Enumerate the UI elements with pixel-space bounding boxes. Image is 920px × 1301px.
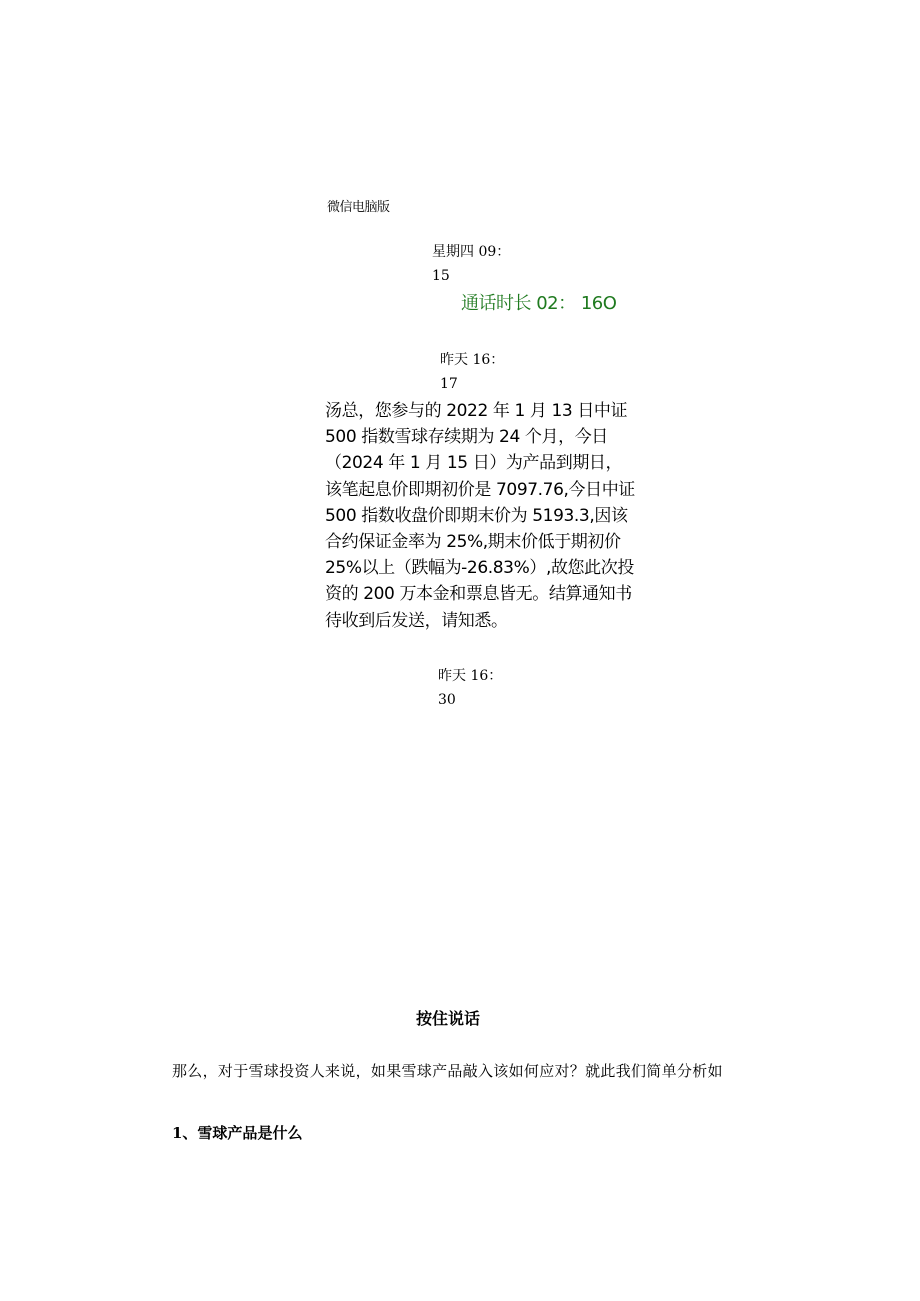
section-heading: 1、雪球产品是什么 (172, 1124, 303, 1142)
article-paragraph: 那么，对于雪球投资人来说，如果雪球产品敲入该如何应对？就此我们简单分析如 (172, 1062, 723, 1080)
message-timestamp: 昨天 16： 17 (440, 352, 505, 392)
call-duration-message[interactable]: 通话时长 02： 16O (461, 293, 617, 314)
hold-to-talk-button[interactable]: 按住说话 (415, 1009, 480, 1028)
app-label: 微信电脑版 (327, 200, 390, 215)
message-timestamp: 星期四 09： 15 (432, 244, 511, 284)
chat-message-text[interactable]: 汤总，您参与的 2022 年 1 月 13 日中证 500 指数雪球存续期为 24 个月，今日（2024 年 1 月 15 日）为产品到期日，该笔起息价即期初价是 7097.76,今日中证 500 指数收盘价即期末价为 5193.3,因该合约保证金率为 25%,期末价低于期初价 25%以上（跌幅为-26.83%）,故您此次投资的 200 万本金和票息皆无。结算通知书待收到后发送，请知悉。 (325, 401, 635, 631)
message-timestamp: 昨天 16： 30 (438, 668, 503, 708)
